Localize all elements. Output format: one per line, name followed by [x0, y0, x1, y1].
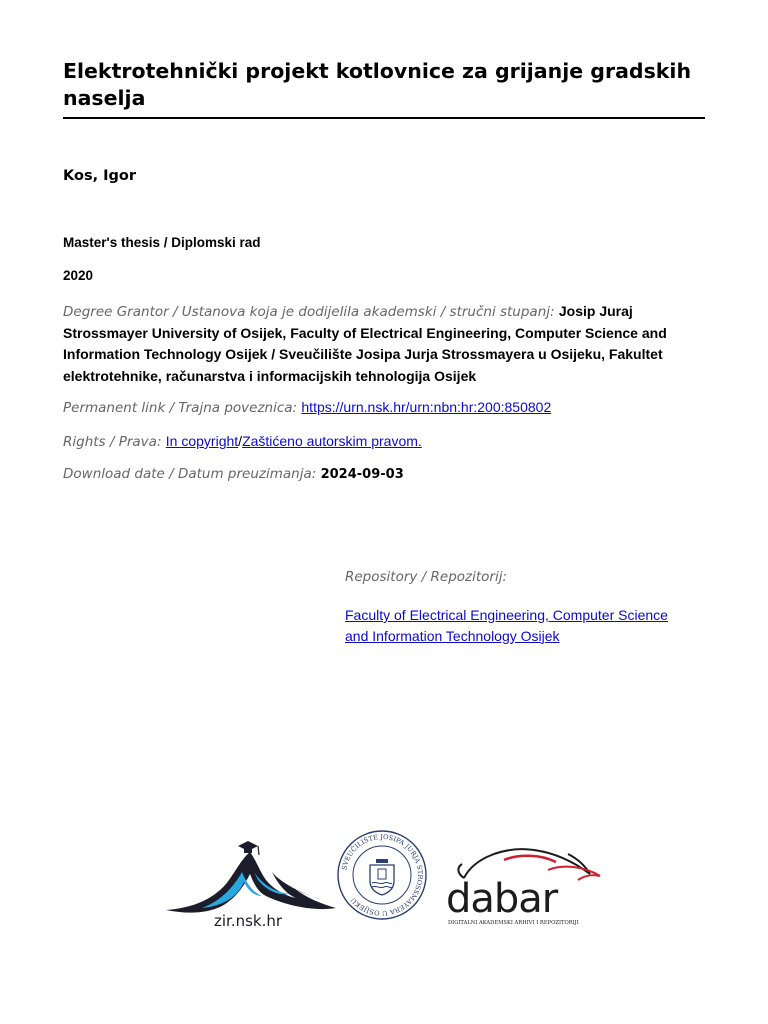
degree-grantor-label: Degree Grantor / Ustanova koja je dodijelila akademski / stručni stupanj: [63, 304, 555, 320]
rights-label: Rights / Prava: [63, 434, 162, 450]
rights-link-zasticeno[interactable]: Zaštićeno autorskim pravom. [242, 433, 422, 449]
document-title: Elektrotehnički projekt kotlovnice za grijanje gradskih naselja [63, 59, 692, 110]
degree-grantor-value: Josip Juraj Strossmayer University of Osijek, Faculty of Electrical Engineering, Computer Science and Information Technology Osijek / Sveučilište Josipa Jurja Strossmayera u Osijeku, Fakultet elektrotehnike, računarstva i informacijskih tehnologija Osijek [63, 303, 667, 384]
university-seal-logo [336, 829, 428, 921]
dabar-logo[interactable] [444, 844, 608, 928]
thesis-type: Master's thesis / Diplomski rad [63, 235, 261, 250]
permanent-link [63, 397, 713, 419]
zir-logo-text: zir.nsk.hr [214, 912, 283, 930]
degree-grantor [63, 301, 713, 387]
author-name: Kos, Igor [63, 168, 137, 184]
dabar-wordmark: dabar [446, 876, 558, 922]
seal-ring-text: SVEUČILIŠTE JOSIPA JURJA STROSSMAYERA U OSIJEKU [340, 832, 425, 918]
repository-label: Repository / Repozitorij: [345, 569, 508, 585]
zir-nsk-logo[interactable] [162, 838, 338, 930]
download-date-label: Download date / Datum preuzimanja: [63, 466, 317, 482]
permanent-link-url[interactable]: https://urn.nsk.hr/urn:nbn:hr:200:850802 [301, 399, 552, 415]
download-date-value: 2024-09-03 [320, 467, 404, 482]
permanent-link-label: Permanent link / Trajna poveznica: [63, 400, 298, 416]
rights-link-in-copyright[interactable]: In copyright [165, 433, 239, 449]
repository [345, 605, 685, 646]
title-divider [63, 117, 705, 119]
repository-link[interactable]: Faculty of Electrical Engineering, Computer Science and Information Technology Osijek [345, 607, 668, 644]
download-date [63, 464, 713, 486]
thesis-year: 2020 [63, 268, 94, 283]
rights-separator: / [238, 433, 243, 449]
rights [63, 431, 713, 453]
dabar-tagline: DIGITALNI AKADEMSKI ARHIVI I REPOZITORIJI [448, 920, 579, 926]
